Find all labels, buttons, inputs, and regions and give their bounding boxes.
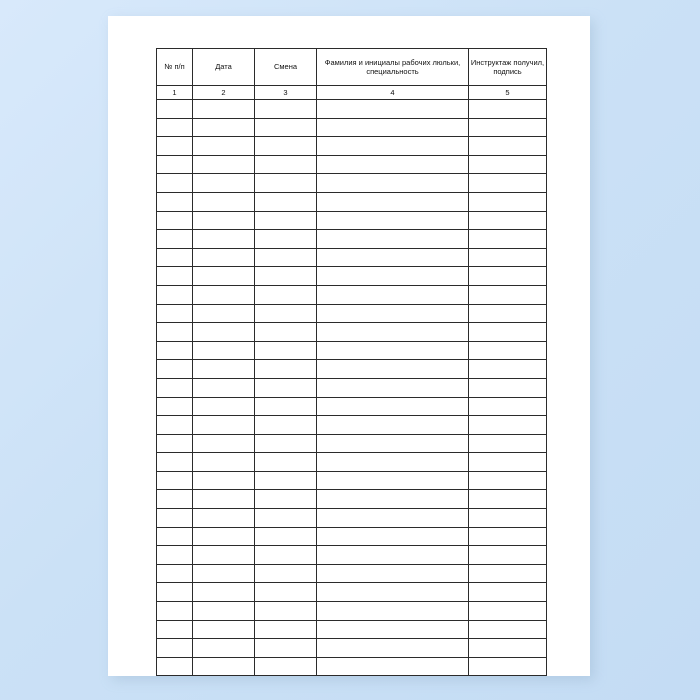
table-header: [157, 49, 547, 100]
table-cell-c4[interactable]: [317, 639, 469, 658]
table-cell-c1[interactable]: [157, 285, 193, 304]
table-row[interactable]: [157, 267, 547, 286]
column-number-1: 1: [157, 86, 193, 100]
table-cell-c3[interactable]: [255, 490, 317, 509]
table-row[interactable]: [157, 564, 547, 583]
table-cell-c3[interactable]: [255, 453, 317, 472]
table-cell-c2[interactable]: [193, 378, 255, 397]
table-cell-c4[interactable]: [317, 378, 469, 397]
table-row[interactable]: [157, 192, 547, 211]
table-row[interactable]: [157, 341, 547, 360]
table-row[interactable]: [157, 602, 547, 621]
table-cell-c2[interactable]: [193, 583, 255, 602]
table-cell-c4[interactable]: [317, 620, 469, 639]
column-number-row: [157, 86, 547, 100]
table-row[interactable]: [157, 378, 547, 397]
table-cell-c3[interactable]: [255, 118, 317, 137]
table-row[interactable]: [157, 285, 547, 304]
table-cell-c4[interactable]: [317, 490, 469, 509]
table-cell-c4[interactable]: [317, 527, 469, 546]
registration-table: [156, 48, 547, 676]
column-number-5: 5: [469, 86, 547, 100]
table-cell-c3[interactable]: [255, 285, 317, 304]
table-row[interactable]: [157, 527, 547, 546]
table-cell-c2[interactable]: [193, 527, 255, 546]
table-cell-c2[interactable]: [193, 285, 255, 304]
table-cell-c3[interactable]: [255, 657, 317, 676]
table-cell-c4[interactable]: [317, 434, 469, 453]
table-cell-c5[interactable]: [469, 118, 547, 137]
table-row[interactable]: [157, 416, 547, 435]
table-cell-c2[interactable]: [193, 434, 255, 453]
table-cell-c2[interactable]: [193, 341, 255, 360]
column-header-date: Дата: [193, 49, 255, 86]
table-cell-c2[interactable]: [193, 304, 255, 323]
table-cell-c1[interactable]: [157, 453, 193, 472]
table-cell-c4[interactable]: [317, 453, 469, 472]
table-cell-c1[interactable]: [157, 602, 193, 621]
table-cell-c4[interactable]: [317, 564, 469, 583]
registration-table-wrapper: [156, 48, 546, 676]
table-cell-c5[interactable]: [469, 416, 547, 435]
table-cell-c2[interactable]: [193, 639, 255, 658]
table-cell-c4[interactable]: [317, 602, 469, 621]
table-cell-c1[interactable]: [157, 416, 193, 435]
table-cell-c1[interactable]: [157, 174, 193, 193]
table-cell-c3[interactable]: [255, 137, 317, 156]
table-cell-c5[interactable]: [469, 155, 547, 174]
table-cell-c4[interactable]: [317, 341, 469, 360]
table-cell-c1[interactable]: [157, 546, 193, 565]
table-row[interactable]: [157, 118, 547, 137]
table-cell-c1[interactable]: [157, 137, 193, 156]
table-cell-c1[interactable]: [157, 118, 193, 137]
column-header-signature: Инструктаж получил, подпись: [469, 49, 547, 86]
table-cell-c2[interactable]: [193, 602, 255, 621]
table-row[interactable]: [157, 434, 547, 453]
table-cell-c1[interactable]: [157, 323, 193, 342]
table-cell-c5[interactable]: [469, 564, 547, 583]
table-cell-c1[interactable]: [157, 192, 193, 211]
table-cell-c3[interactable]: [255, 639, 317, 658]
table-row[interactable]: [157, 100, 547, 119]
column-number-2: 2: [193, 86, 255, 100]
table-cell-c2[interactable]: [193, 323, 255, 342]
table-cell-c5[interactable]: [469, 546, 547, 565]
table-row[interactable]: [157, 490, 547, 509]
table-cell-c4[interactable]: [317, 230, 469, 249]
table-cell-c3[interactable]: [255, 155, 317, 174]
table-cell-c5[interactable]: [469, 323, 547, 342]
table-cell-c4[interactable]: [317, 192, 469, 211]
table-cell-c1[interactable]: [157, 360, 193, 379]
table-cell-c1[interactable]: [157, 657, 193, 676]
table-cell-c1[interactable]: [157, 100, 193, 119]
table-cell-c1[interactable]: [157, 509, 193, 528]
table-cell-c1[interactable]: [157, 620, 193, 639]
table-row[interactable]: [157, 453, 547, 472]
table-cell-c2[interactable]: [193, 360, 255, 379]
table-cell-c1[interactable]: [157, 267, 193, 286]
table-cell-c5[interactable]: [469, 304, 547, 323]
document-page: [108, 16, 590, 676]
table-cell-c4[interactable]: [317, 360, 469, 379]
table-cell-c5[interactable]: [469, 657, 547, 676]
column-header-worker-names: Фамилия и инициалы рабочих люльки, специальность: [317, 49, 469, 86]
column-number-4: 4: [317, 86, 469, 100]
table-cell-c2[interactable]: [193, 230, 255, 249]
table-cell-c5[interactable]: [469, 341, 547, 360]
table-cell-c5[interactable]: [469, 602, 547, 621]
table-cell-c5[interactable]: [469, 137, 547, 156]
table-cell-c2[interactable]: [193, 471, 255, 490]
table-row[interactable]: [157, 583, 547, 602]
table-cell-c1[interactable]: [157, 434, 193, 453]
table-cell-c1[interactable]: [157, 583, 193, 602]
table-cell-c5[interactable]: [469, 509, 547, 528]
table-cell-c2[interactable]: [193, 657, 255, 676]
table-cell-c2[interactable]: [193, 137, 255, 156]
table-cell-c3[interactable]: [255, 509, 317, 528]
table-cell-c3[interactable]: [255, 397, 317, 416]
table-cell-c5[interactable]: [469, 285, 547, 304]
table-cell-c1[interactable]: [157, 378, 193, 397]
table-row[interactable]: [157, 155, 547, 174]
table-cell-c5[interactable]: [469, 192, 547, 211]
table-cell-c2[interactable]: [193, 416, 255, 435]
table-cell-c4[interactable]: [317, 471, 469, 490]
table-cell-c4[interactable]: [317, 118, 469, 137]
table-cell-c3[interactable]: [255, 341, 317, 360]
table-cell-c5[interactable]: [469, 583, 547, 602]
table-cell-c4[interactable]: [317, 211, 469, 230]
table-cell-c1[interactable]: [157, 155, 193, 174]
table-header-row: [157, 49, 547, 86]
table-cell-c2[interactable]: [193, 509, 255, 528]
table-cell-c3[interactable]: [255, 620, 317, 639]
table-row[interactable]: [157, 397, 547, 416]
table-cell-c5[interactable]: [469, 211, 547, 230]
table-cell-c2[interactable]: [193, 564, 255, 583]
table-cell-c3[interactable]: [255, 248, 317, 267]
table-cell-c1[interactable]: [157, 211, 193, 230]
table-cell-c2[interactable]: [193, 620, 255, 639]
table-cell-c4[interactable]: [317, 174, 469, 193]
table-cell-c3[interactable]: [255, 192, 317, 211]
table-row[interactable]: [157, 304, 547, 323]
table-cell-c3[interactable]: [255, 211, 317, 230]
table-cell-c4[interactable]: [317, 137, 469, 156]
table-cell-c5[interactable]: [469, 230, 547, 249]
table-cell-c4[interactable]: [317, 416, 469, 435]
table-cell-c5[interactable]: [469, 360, 547, 379]
table-cell-c3[interactable]: [255, 546, 317, 565]
table-cell-c1[interactable]: [157, 341, 193, 360]
table-cell-c1[interactable]: [157, 564, 193, 583]
table-cell-c5[interactable]: [469, 434, 547, 453]
table-cell-c1[interactable]: [157, 471, 193, 490]
table-cell-c1[interactable]: [157, 527, 193, 546]
table-row[interactable]: [157, 174, 547, 193]
table-cell-c5[interactable]: [469, 378, 547, 397]
table-cell-c1[interactable]: [157, 248, 193, 267]
table-row[interactable]: [157, 230, 547, 249]
table-cell-c3[interactable]: [255, 434, 317, 453]
column-header-shift: Смена: [255, 49, 317, 86]
table-cell-c4[interactable]: [317, 267, 469, 286]
table-cell-c4[interactable]: [317, 248, 469, 267]
table-cell-c3[interactable]: [255, 471, 317, 490]
table-cell-c3[interactable]: [255, 564, 317, 583]
table-cell-c2[interactable]: [193, 100, 255, 119]
table-cell-c3[interactable]: [255, 527, 317, 546]
table-row[interactable]: [157, 323, 547, 342]
table-cell-c3[interactable]: [255, 230, 317, 249]
table-cell-c5[interactable]: [469, 490, 547, 509]
table-cell-c4[interactable]: [317, 285, 469, 304]
table-cell-c2[interactable]: [193, 453, 255, 472]
table-cell-c3[interactable]: [255, 602, 317, 621]
table-cell-c4[interactable]: [317, 155, 469, 174]
table-cell-c3[interactable]: [255, 360, 317, 379]
table-row[interactable]: [157, 657, 547, 676]
table-cell-c1[interactable]: [157, 397, 193, 416]
table-cell-c3[interactable]: [255, 174, 317, 193]
table-cell-c2[interactable]: [193, 211, 255, 230]
table-row[interactable]: [157, 509, 547, 528]
column-header-number: № п/п: [157, 49, 193, 86]
table-cell-c4[interactable]: [317, 397, 469, 416]
table-cell-c4[interactable]: [317, 100, 469, 119]
table-cell-c2[interactable]: [193, 546, 255, 565]
table-row[interactable]: [157, 137, 547, 156]
table-cell-c3[interactable]: [255, 416, 317, 435]
table-row[interactable]: [157, 471, 547, 490]
table-cell-c5[interactable]: [469, 397, 547, 416]
table-cell-c4[interactable]: [317, 583, 469, 602]
table-cell-c2[interactable]: [193, 174, 255, 193]
table-cell-c4[interactable]: [317, 546, 469, 565]
table-cell-c2[interactable]: [193, 155, 255, 174]
table-cell-c2[interactable]: [193, 267, 255, 286]
table-cell-c5[interactable]: [469, 471, 547, 490]
table-cell-c1[interactable]: [157, 230, 193, 249]
table-row[interactable]: [157, 546, 547, 565]
table-cell-c4[interactable]: [317, 509, 469, 528]
table-cell-c2[interactable]: [193, 248, 255, 267]
table-cell-c5[interactable]: [469, 639, 547, 658]
table-cell-c2[interactable]: [193, 397, 255, 416]
table-cell-c3[interactable]: [255, 378, 317, 397]
table-cell-c3[interactable]: [255, 583, 317, 602]
table-cell-c4[interactable]: [317, 657, 469, 676]
table-body: [157, 100, 547, 676]
table-cell-c1[interactable]: [157, 304, 193, 323]
table-row[interactable]: [157, 248, 547, 267]
table-cell-c1[interactable]: [157, 639, 193, 658]
table-cell-c3[interactable]: [255, 323, 317, 342]
table-cell-c2[interactable]: [193, 118, 255, 137]
column-number-3: 3: [255, 86, 317, 100]
table-cell-c5[interactable]: [469, 267, 547, 286]
table-cell-c5[interactable]: [469, 100, 547, 119]
table-cell-c4[interactable]: [317, 323, 469, 342]
table-row[interactable]: [157, 211, 547, 230]
table-cell-c5[interactable]: [469, 174, 547, 193]
table-cell-c5[interactable]: [469, 527, 547, 546]
table-cell-c4[interactable]: [317, 304, 469, 323]
table-cell-c1[interactable]: [157, 490, 193, 509]
table-cell-c3[interactable]: [255, 304, 317, 323]
table-cell-c5[interactable]: [469, 453, 547, 472]
table-cell-c2[interactable]: [193, 490, 255, 509]
table-cell-c5[interactable]: [469, 620, 547, 639]
table-row[interactable]: [157, 639, 547, 658]
table-cell-c3[interactable]: [255, 100, 317, 119]
table-cell-c2[interactable]: [193, 192, 255, 211]
table-cell-c5[interactable]: [469, 248, 547, 267]
table-row[interactable]: [157, 620, 547, 639]
table-row[interactable]: [157, 360, 547, 379]
table-cell-c3[interactable]: [255, 267, 317, 286]
